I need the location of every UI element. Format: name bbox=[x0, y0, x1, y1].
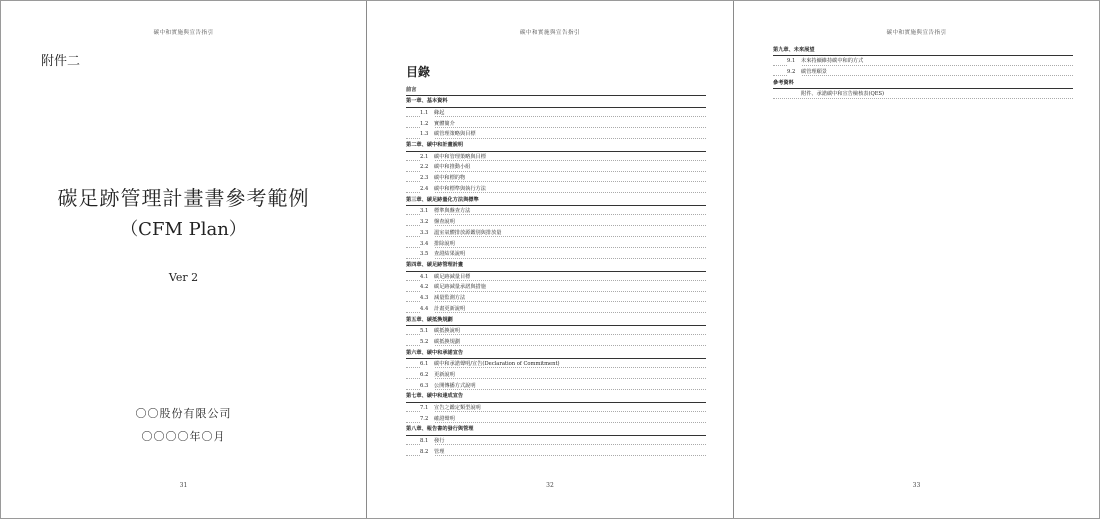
toc-entry-label: 實體簡介 bbox=[434, 120, 455, 127]
toc-entry-label: 碳中和標準與執行方法 bbox=[434, 185, 486, 192]
toc-section bbox=[406, 272, 706, 283]
toc-entry-label: 第八章、報告書的發行與管理 bbox=[406, 426, 474, 433]
toc-section-number: 7.2 bbox=[420, 414, 434, 425]
toc-section-number: 3.5 bbox=[420, 249, 434, 260]
toc-entry-label: 盤查說明 bbox=[434, 218, 455, 225]
toc-section bbox=[406, 282, 706, 293]
toc-entry-label: 第七章、碳中和達成宣告 bbox=[406, 393, 464, 400]
toc-leader bbox=[406, 378, 706, 379]
toc-chapter bbox=[406, 424, 706, 435]
toc-section-number: 3.3 bbox=[420, 228, 434, 239]
toc-leader bbox=[406, 301, 706, 302]
toc-chapter bbox=[773, 78, 1073, 89]
toc-section-number: 2.2 bbox=[420, 162, 434, 173]
toc-entry-label: 第五章、碳抵換規劃 bbox=[406, 316, 453, 323]
toc-section bbox=[406, 217, 706, 228]
toc-leader bbox=[406, 116, 706, 117]
toc-entry-label: 碳中和管理策略與目標 bbox=[434, 153, 486, 160]
toc-entry-label: 溫室氣體排放源鑑別與排放量 bbox=[434, 229, 502, 236]
toc-section bbox=[406, 239, 706, 250]
toc-section bbox=[406, 293, 706, 304]
toc-leader bbox=[406, 225, 706, 226]
toc-section bbox=[406, 162, 706, 173]
toc-entry-label: 碳管理願景 bbox=[801, 69, 827, 76]
page-number: 32 bbox=[546, 482, 554, 489]
toc-section-number: 2.4 bbox=[420, 184, 434, 195]
toc-section-number: 1.3 bbox=[420, 129, 434, 140]
toc-leader bbox=[773, 65, 1073, 66]
toc-leader bbox=[406, 127, 706, 128]
toc-leader bbox=[406, 181, 706, 182]
toc-chapter bbox=[406, 348, 706, 359]
toc-entry-label: 計畫更新說明 bbox=[434, 305, 466, 312]
toc-section bbox=[406, 206, 706, 217]
toc-section bbox=[406, 447, 706, 458]
page-header: 碳中和實施與宣告指引 bbox=[519, 30, 580, 36]
table-of-contents-continued bbox=[773, 45, 1073, 100]
toc-section bbox=[406, 228, 706, 239]
table-of-contents bbox=[406, 85, 706, 457]
toc-leader bbox=[406, 367, 706, 368]
toc-section bbox=[406, 129, 706, 140]
toc-section bbox=[406, 326, 706, 337]
toc-entry-label: 第一章、基本資料 bbox=[406, 98, 448, 105]
toc-title: 目錄 bbox=[406, 65, 431, 79]
toc-entry-label: 未來持續維持碳中和的方式 bbox=[801, 58, 864, 65]
toc-entry-label: 管理 bbox=[434, 448, 445, 455]
toc-section bbox=[406, 370, 706, 381]
toc-chapter bbox=[406, 96, 706, 107]
toc-entry-label: 排除說明 bbox=[434, 240, 455, 247]
toc-section bbox=[773, 56, 1073, 67]
toc-leader bbox=[773, 98, 1073, 99]
toc-section-number: 8.2 bbox=[420, 447, 434, 458]
toc-entry-label: 第二章、碳中和計畫說明 bbox=[406, 142, 464, 149]
toc-entry-label: 碳管理策略與目標 bbox=[434, 131, 476, 138]
toc-section bbox=[406, 119, 706, 130]
toc-entry-label: 參考資料 bbox=[773, 79, 794, 86]
page-header: 碳中和實施與宣告指引 bbox=[886, 30, 947, 36]
page-header: 碳中和實施與宣告指引 bbox=[153, 30, 214, 36]
toc-section-number: 5.1 bbox=[420, 326, 434, 337]
toc-leader bbox=[406, 345, 706, 346]
toc-section-number: 6.2 bbox=[420, 370, 434, 381]
toc-leader bbox=[406, 258, 706, 259]
toc-entry-label: 碳中和標的物 bbox=[434, 175, 466, 182]
toc-chapter bbox=[406, 140, 706, 151]
page-32 bbox=[367, 1, 733, 518]
toc-section-number: 2.1 bbox=[420, 152, 434, 163]
toc-entry-label: 確證聲明 bbox=[434, 415, 455, 422]
toc-entry-label: 緣起 bbox=[434, 109, 445, 116]
toc-entry-label: 減量監測方法 bbox=[434, 295, 466, 302]
toc-section-number: 4.4 bbox=[420, 304, 434, 315]
toc-entry-label: 發行 bbox=[434, 437, 445, 444]
toc-section bbox=[406, 436, 706, 447]
toc-entry-label: 第四章、碳足跡管理計畫 bbox=[406, 262, 464, 269]
toc-entry-label: 公開傳播方式說明 bbox=[434, 382, 476, 389]
toc-leader bbox=[406, 192, 706, 193]
toc-leader bbox=[406, 455, 706, 456]
toc-entry-label: 更新說明 bbox=[434, 371, 455, 378]
toc-entry-label: 第三章、碳足跡量化方法與標準 bbox=[406, 196, 479, 203]
toc-section bbox=[406, 249, 706, 260]
toc-section-number: 2.3 bbox=[420, 173, 434, 184]
toc-section-number: 8.1 bbox=[420, 436, 434, 447]
toc-section-number: 6.1 bbox=[420, 359, 434, 370]
toc-section bbox=[406, 304, 706, 315]
toc-leader bbox=[406, 171, 706, 172]
toc-section-number: 9.1 bbox=[787, 56, 801, 67]
page-number: 31 bbox=[179, 482, 188, 489]
toc-entry-label: 碳抵換說明 bbox=[434, 328, 460, 335]
toc-leader bbox=[406, 411, 706, 412]
toc-chapter bbox=[406, 391, 706, 402]
toc-entry-label: 第六章、碳中和承諾宣告 bbox=[406, 349, 464, 356]
page-33 bbox=[734, 1, 1099, 518]
toc-section-number: 6.3 bbox=[420, 381, 434, 392]
toc-section-number: 4.2 bbox=[420, 282, 434, 293]
toc-section bbox=[406, 403, 706, 414]
toc-section bbox=[406, 337, 706, 348]
version-label: Ver 2 bbox=[168, 271, 199, 284]
document-title: 碳足跡管理計畫書參考範例 bbox=[57, 186, 310, 210]
toc-entry-label: 宣告之鑑定類型說明 bbox=[434, 404, 481, 411]
toc-section bbox=[406, 414, 706, 425]
toc-leader bbox=[773, 75, 1073, 76]
toc-chapter bbox=[406, 85, 706, 96]
toc-entry-label: 標準與盤查方法 bbox=[434, 208, 471, 215]
toc-leader bbox=[406, 312, 706, 313]
toc-leader bbox=[406, 291, 706, 292]
toc-section-number: 1.2 bbox=[420, 119, 434, 130]
document-date: 〇〇〇〇年〇月 bbox=[141, 430, 226, 443]
toc-leader bbox=[406, 214, 706, 215]
toc-section-number: 9.2 bbox=[787, 67, 801, 78]
toc-leader bbox=[406, 138, 706, 139]
toc-entry-label: 前言 bbox=[406, 87, 417, 93]
toc-section-number: 1.1 bbox=[420, 108, 434, 119]
toc-leader bbox=[406, 334, 706, 335]
toc-entry-label: 碳中和承諾聲明/宣告(Declaration of Commitment) bbox=[434, 361, 560, 368]
toc-chapter bbox=[406, 315, 706, 326]
toc-entry-label: 查證結果說明 bbox=[434, 251, 466, 258]
toc-leader bbox=[406, 422, 706, 423]
toc-leader bbox=[406, 160, 706, 161]
toc-section-number: 3.2 bbox=[420, 217, 434, 228]
toc-entry-label: 附件、承諾碳中和宣告檢核表(QES) bbox=[801, 91, 885, 98]
toc-leader bbox=[406, 389, 706, 390]
toc-section bbox=[406, 359, 706, 370]
toc-section bbox=[406, 173, 706, 184]
document-subtitle: （CFM Plan） bbox=[120, 219, 247, 240]
toc-chapter bbox=[406, 260, 706, 271]
toc-chapter bbox=[773, 45, 1073, 56]
toc-entry-label: 碳足跡減量目標 bbox=[434, 273, 471, 280]
toc-section-number: 3.1 bbox=[420, 206, 434, 217]
toc-entry-label: 碳抵換規劃 bbox=[434, 338, 460, 345]
page-31 bbox=[1, 1, 366, 518]
company-name: 〇〇股份有限公司 bbox=[135, 407, 232, 420]
toc-section bbox=[773, 89, 1073, 100]
appendix-label: 附件二 bbox=[41, 54, 81, 69]
toc-leader bbox=[406, 444, 706, 445]
toc-section bbox=[406, 108, 706, 119]
toc-entry-label: 碳中和推動小組 bbox=[434, 164, 471, 171]
toc-leader bbox=[406, 236, 706, 237]
toc-section bbox=[406, 184, 706, 195]
toc-section-number: 5.2 bbox=[420, 337, 434, 348]
toc-section bbox=[773, 67, 1073, 78]
toc-section-number: 7.1 bbox=[420, 403, 434, 414]
toc-section-number: 4.1 bbox=[420, 272, 434, 283]
toc-entry-label: 碳足跡減量承諾與措施 bbox=[434, 284, 486, 291]
toc-section-number: 3.4 bbox=[420, 239, 434, 250]
toc-section-number: 4.3 bbox=[420, 293, 434, 304]
page-number: 33 bbox=[912, 482, 921, 489]
toc-chapter bbox=[406, 195, 706, 206]
toc-entry-label: 第九章、未來展望 bbox=[773, 47, 815, 53]
toc-section bbox=[406, 152, 706, 163]
toc-section bbox=[406, 381, 706, 392]
